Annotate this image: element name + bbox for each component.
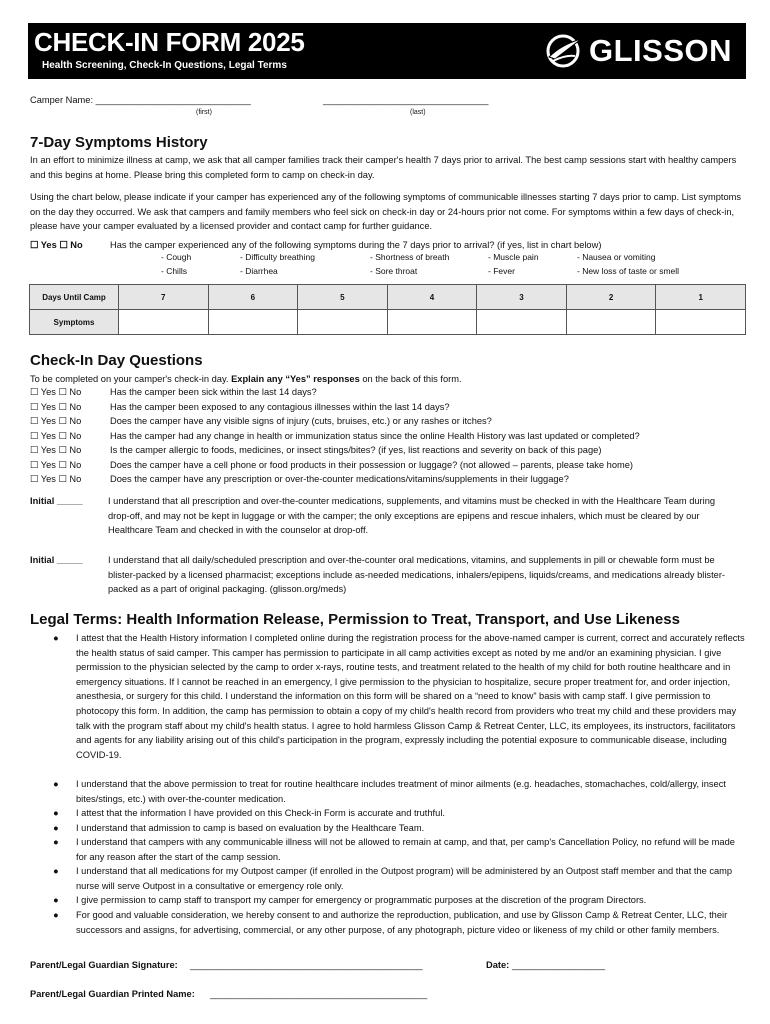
symptom-muscle-pain: - Muscle pain (488, 252, 539, 262)
yes-no-checkbox[interactable]: ☐ Yes ☐ No (30, 474, 82, 484)
intro-text-end: on the back of this form. (359, 374, 462, 384)
date-label: Date: (486, 960, 510, 970)
question-row (30, 416, 492, 427)
symptoms-paragraph-1: In an effort to minimize illness at camp, we ask that all camper families track their camper's health 7 days prior to arrival. The best camp sessions start with healthy campers and this begins at home. Please bring this completed form to camp on check-in day. (30, 155, 737, 180)
symptoms-yes-no[interactable]: ☐ Yes ☐ No (30, 240, 83, 250)
yes-no-checkbox[interactable]: ☐ Yes ☐ No (30, 445, 82, 455)
legal-item-text: I give permission to camp staff to transport my camper for emergency or programmatic purposes at the discretion of the program Directors. (76, 895, 647, 905)
legal-item-text: I attest that the information I have provided on this Check-in Form is accurate and truthful. (76, 808, 445, 818)
bullet-icon: ● (53, 866, 59, 876)
bullet-icon: ● (53, 895, 59, 905)
form-subtitle: Health Screening, Check-In Questions, Legal Terms (42, 60, 287, 71)
symptom-sore-throat: - Sore throat (370, 266, 418, 276)
question-text: Does the camper have any visible signs of injury (cuts, bruises, etc.) or any rashes or itches? (110, 416, 492, 426)
date-field[interactable]: __________________ (512, 960, 606, 970)
yes-no-checkbox[interactable]: ☐ Yes ☐ No (30, 416, 82, 426)
symptoms-row (30, 310, 746, 335)
question-row (30, 445, 602, 456)
day-cell: 2 (566, 285, 656, 310)
symptom-entry-cell[interactable] (208, 310, 298, 335)
legal-item-text: I understand that admission to camp is based on evaluation by the Healthcare Team. (76, 823, 425, 833)
symptoms-label: Symptoms (30, 310, 119, 335)
symptom-entry-cell[interactable] (119, 310, 209, 335)
day-cell: 7 (119, 285, 209, 310)
yes-no-checkbox[interactable]: ☐ Yes ☐ No (30, 402, 82, 412)
symptom-chills: - Chills (161, 266, 187, 276)
symptom-nausea: - Nausea or vomiting (577, 252, 656, 262)
legal-item (30, 864, 746, 893)
bullet-icon: ● (53, 837, 59, 847)
printed-name-field[interactable]: __________________________________________ (210, 989, 428, 999)
camper-first-field[interactable]: ______________________________ (95, 95, 251, 105)
intro-text: To be completed on your camper's check-in day. (30, 374, 232, 384)
camper-name-label (30, 93, 251, 108)
legal-item (30, 821, 746, 836)
question-text: Does the camper have a cell phone or food products in their possession or luggage? (not allowed – parents, please take home) (110, 460, 634, 470)
question-row (30, 460, 634, 471)
symptom-loss-taste: - New loss of taste or smell (577, 266, 680, 276)
legal-item-text: I understand that all medications for my Outpost camper (if enrolled in the Outpost program) will be administered by an Outpost staff member and that the camp nurse will serve Outpost in a consultative or emergency role only. (76, 866, 733, 891)
initial-field-1[interactable]: Initial _____ (30, 496, 83, 506)
bullet-icon: ● (53, 779, 59, 789)
symptom-difficulty-breathing: - Difficulty breathing (240, 252, 315, 262)
day-cell: 4 (387, 285, 477, 310)
symptom-entry-cell[interactable] (656, 310, 746, 335)
symptom-cough: - Cough (161, 252, 192, 262)
symptoms-question: Has the camper experienced any of the following symptoms during the 7 days prior to arrival? (if yes, list in chart below) (110, 240, 602, 250)
symptoms-heading: 7-Day Symptoms History (30, 134, 208, 151)
yes-no-checkbox[interactable]: ☐ Yes ☐ No (30, 387, 82, 397)
symptoms-table (29, 284, 746, 335)
day-cell: 6 (208, 285, 298, 310)
bullet-icon: ● (53, 910, 59, 920)
legal-item (30, 893, 746, 908)
signature-label: Parent/Legal Guardian Signature: (30, 960, 178, 970)
camper-label: Camper Name: (30, 95, 94, 105)
yes-no-checkbox[interactable]: ☐ Yes ☐ No (30, 460, 82, 470)
question-row (30, 474, 569, 485)
symptom-entry-cell[interactable] (387, 310, 477, 335)
legal-item (30, 777, 746, 806)
question-row (30, 431, 640, 442)
question-text: Does the camper have any prescription or over-the-counter medications/vitamins/supplements in their luggage? (110, 474, 569, 484)
bullet-icon: ● (53, 633, 59, 643)
form-title: CHECK-IN FORM 2025 (34, 27, 305, 57)
legal-heading: Legal Terms: Health Information Release, Permission to Treat, Transport, and Use Likeness (30, 611, 680, 628)
symptom-entry-cell[interactable] (298, 310, 388, 335)
initial-statement-2: I understand that all daily/scheduled prescription and over-the-counter oral medications, vitamins, and supplements in pill or chewable form must be blister-packed by a licensed pharmacist; exceptions include as-needed medications, inhalers/epipens, liquids/creams, and medications already blister-packed as a part of original packaging. (glisson.org/meds) (108, 555, 726, 595)
legal-item (30, 806, 746, 821)
symptom-entry-cell[interactable] (477, 310, 567, 335)
printed-name-label: Parent/Legal Guardian Printed Name: (30, 989, 195, 999)
initial-statement-1: I understand that all prescription and over-the-counter medications, supplements, and vitamins must be checked in with the Healthcare Team during drop-off, and may not be kept in luggage or with the camper; the only exceptions are epipens and rescue inhalers, which must be cleared by our Healthcare Team and checked in with the counselor at drop-off. (108, 496, 716, 536)
bullet-icon: ● (53, 808, 59, 818)
day-cell: 1 (656, 285, 746, 310)
logo-text: GLISSON (588, 33, 732, 68)
days-until-camp-label: Days Until Camp (30, 285, 119, 310)
symptoms-paragraph-2: Using the chart below, please indicate if your camper has experienced any of the following symptoms of communicable illnesses starting 7 days prior to camp. List symptoms on the day they occurred. We ask that campers and family members who feel sick on check-in day or 24-hours prior not come. For symptoms within a few days of check-in, please have your camper evaluated by a licensed provider and contact camp for further guidance. (30, 192, 742, 232)
symptom-fever: - Fever (488, 266, 515, 276)
question-text: Is the camper allergic to foods, medicines, or insect stings/bites? (if yes, list reactions and severity on back of this page) (110, 445, 602, 455)
symptom-shortness-breath: - Shortness of breath (370, 252, 450, 262)
symptom-entry-cell[interactable] (566, 310, 656, 335)
question-text: Has the camper been exposed to any contagious illnesses within the last 14 days? (110, 402, 450, 412)
question-row (30, 402, 450, 413)
question-text: Has the camper had any change in health or immunization status since the online Health History was last updated or completed? (110, 431, 640, 441)
days-row (30, 285, 746, 310)
question-row (30, 387, 317, 398)
glisson-logo (545, 33, 732, 69)
last-caption: (last) (410, 109, 426, 116)
signature-field[interactable]: _____________________________________________ (190, 960, 423, 970)
legal-item (30, 631, 746, 762)
form-header (28, 23, 746, 79)
intro-emphasis: Explain any “Yes” responses (231, 374, 360, 384)
symptom-diarrhea: - Diarrhea (240, 266, 278, 276)
checkin-heading: Check-In Day Questions (30, 352, 203, 369)
legal-item (30, 835, 746, 864)
swoosh-icon (545, 33, 583, 69)
day-cell: 5 (298, 285, 388, 310)
question-text: Has the camper been sick within the last 14 days? (110, 387, 317, 397)
bullet-icon: ● (53, 823, 59, 833)
legal-item (30, 908, 746, 937)
first-caption: (first) (196, 109, 212, 116)
legal-item-text: I attest that the Health History information I completed online during the registration process for the above-named camper is current, correct and accurately reflects the health status of said camper. This camper has permission to participate in all camp activities except as noted by me and/or an examining physician. I give permission to the physician selected by the camp to order x-rays, routine tests, and treatment related to the health of my child for both routine healthcare and in emergency situations. If I cannot be reached in an emergency, I give permission to the physician to hospitalize, secure proper treatment for, and order injection, anesthesia, or surgery for this child. I understand the information on this form will be shared on a “need to know” basis with camp staff. I give permission to photocopy this form. In addition, the camp has permission to obtain a copy of my child's health record from providers who treat my child and these providers may talk with the program staff about my child's health status. I agree to hold harmless Glisson Camp & Retreat Center, LLC, its employees, its instructors, facilitators and agents for any liability arising out of this child's participation in the program, expressly including the potential exposure to communicable disease, including COVID-19. (76, 633, 745, 760)
checkin-intro (30, 372, 462, 387)
legal-item-text: I understand that campers with any communicable illness will not be allowed to remain at camp, and that, per camp's Cancellation Policy, no refund will be made for any reason after the start of the camp session. (76, 837, 735, 862)
camper-last-field[interactable]: ________________________________ (323, 95, 489, 105)
yes-no-checkbox[interactable]: ☐ Yes ☐ No (30, 431, 82, 441)
initial-field-2[interactable]: Initial _____ (30, 555, 83, 565)
legal-item-text: For good and valuable consideration, we hereby consent to and authorize the reproduction, publication, and use by Glisson Camp & Retreat Center, LLC, their successors and assigns, for advertising, commercial, or any other purpose, of any photograph, picture video or likeness of my child or other family members. (76, 910, 728, 935)
day-cell: 3 (477, 285, 567, 310)
legal-item-text: I understand that the above permission to treat for routine healthcare includes treatment of minor ailments (e.g. headaches, stomachaches, cold/allergy, insect bites/stings, etc.) with over-the-counter medication. (76, 779, 726, 804)
